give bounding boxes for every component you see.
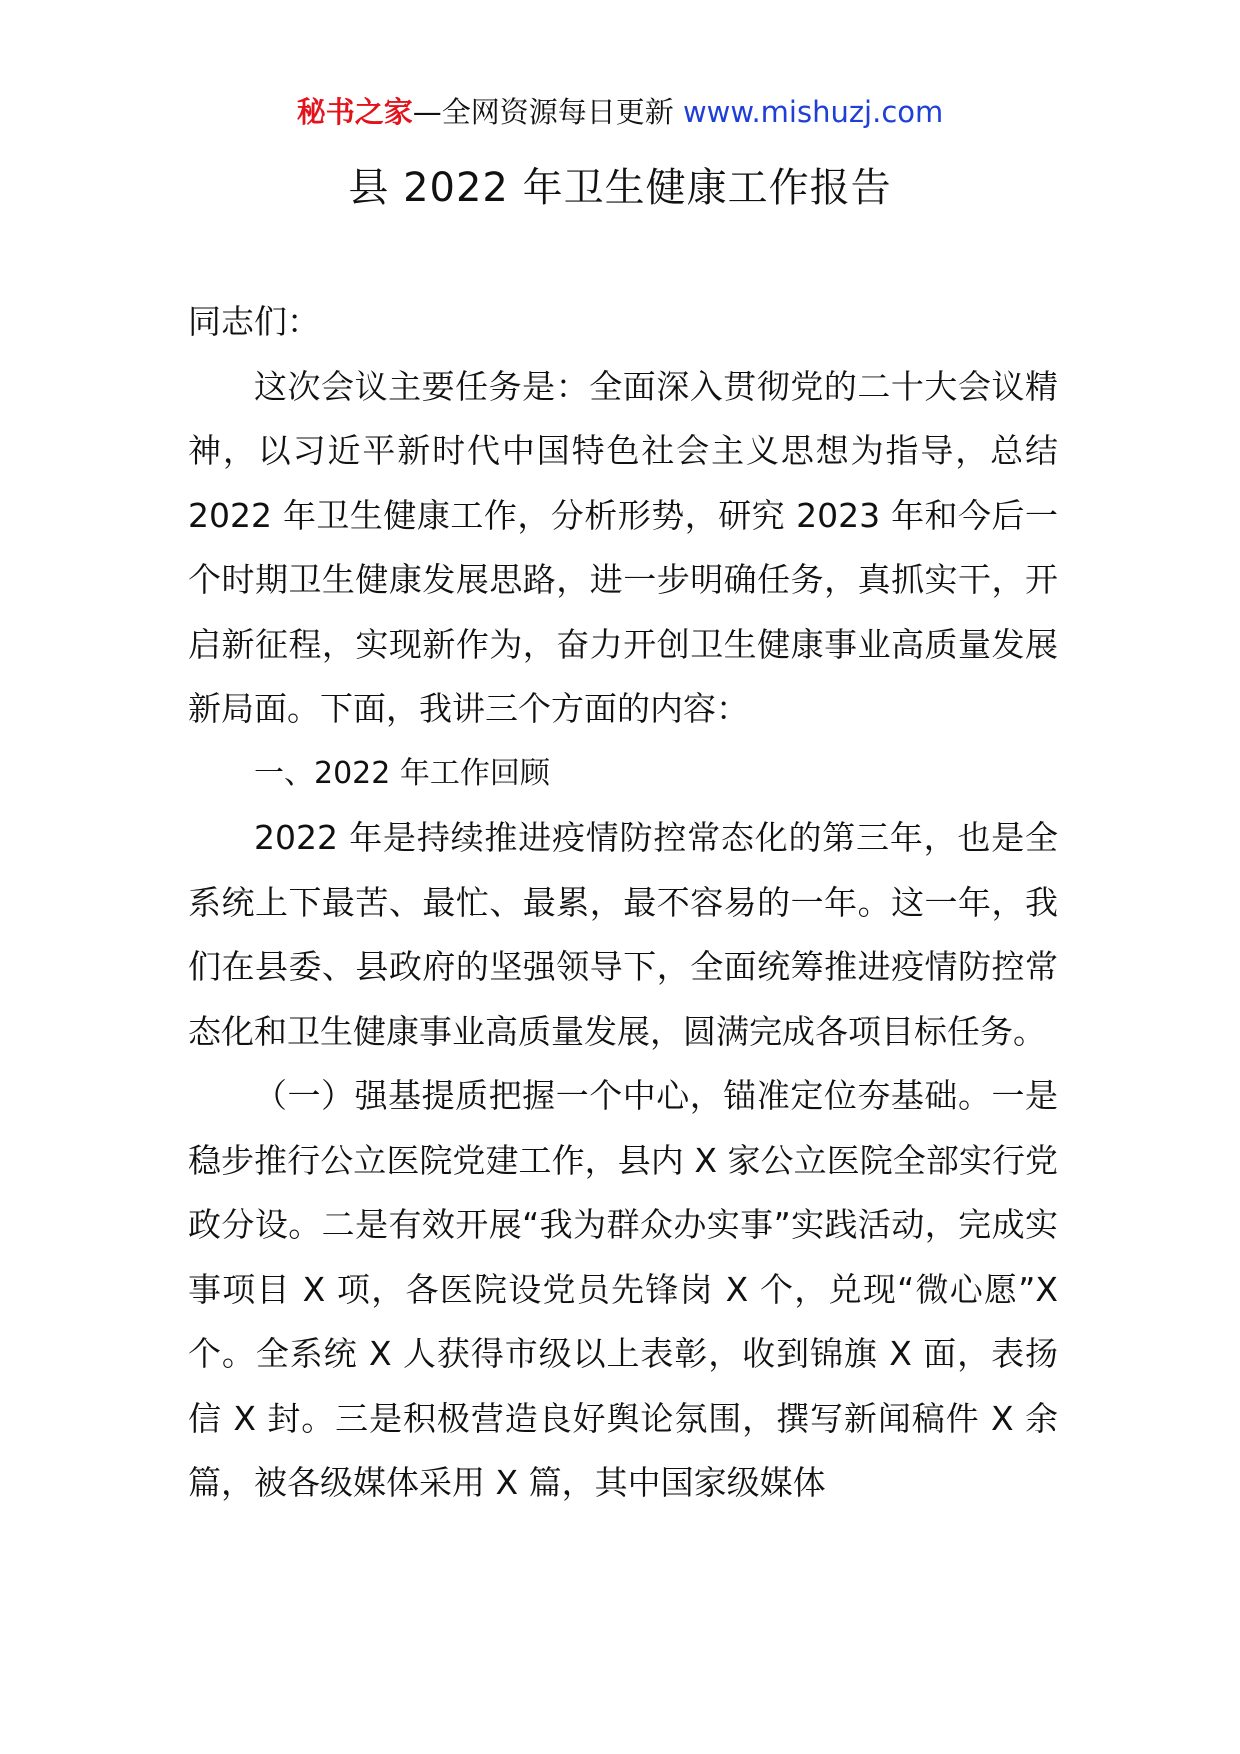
site-url: www.mishuzj.com xyxy=(682,95,944,129)
site-watermark-header xyxy=(0,92,1240,132)
section-heading-review: 一、2022 年工作回顾 xyxy=(254,755,550,791)
paragraph-intro: 这次会议主要任务是：全面深入贯彻党的二十大会议精神，以习近平新时代中国特色社会主义思想为指导，总结 2022 年卫生健康工作，分析形势，研究 2023 年和今后一个时期卫生健康发展思路，进一步明确任务，真抓实干，开启新征程，实现新作为，奋力开创卫生健康事业高质量发展新局面。下面，我讲三个方面的内容： xyxy=(188,366,1058,728)
document-body xyxy=(188,290,1058,1516)
paragraph-subsection-one: （一）强基提质把握一个中心，锚准定位夯基础。一是稳步推行公立医院党建工作，县内 X 家公立医院全部实行党政分设。二是有效开展“我为群众办实事”实践活动，完成实事项目 X 项，各医院设党员先锋岗 X 个，兑现“微心愿”X 个。全系统 X 人获得市级以上表彰，收到锦旗 X 面，表扬信 X 封。三是积极营造良好舆论氛围，撰写新闻稿件 X 余篇，被各级媒体采用 X 篇，其中国家级媒体 xyxy=(188,1076,1058,1502)
salutation: 同志们： xyxy=(188,302,320,341)
document-title: 县 2022 年卫生健康工作报告 xyxy=(348,165,892,211)
brand-name: 秘书之家 xyxy=(296,95,413,129)
paragraph-overview: 2022 年是持续推进疫情防控常态化的第三年，也是全系统上下最苦、最忙、最累，最不容易的一年。这一年，我们在县委、县政府的坚强领导下，全面统筹推进疫情防控常态化和卫生健康事业高质量发展，圆满完成各项目标任务。 xyxy=(188,818,1058,1051)
brand-tagline: —全网资源每日更新 xyxy=(412,95,683,129)
